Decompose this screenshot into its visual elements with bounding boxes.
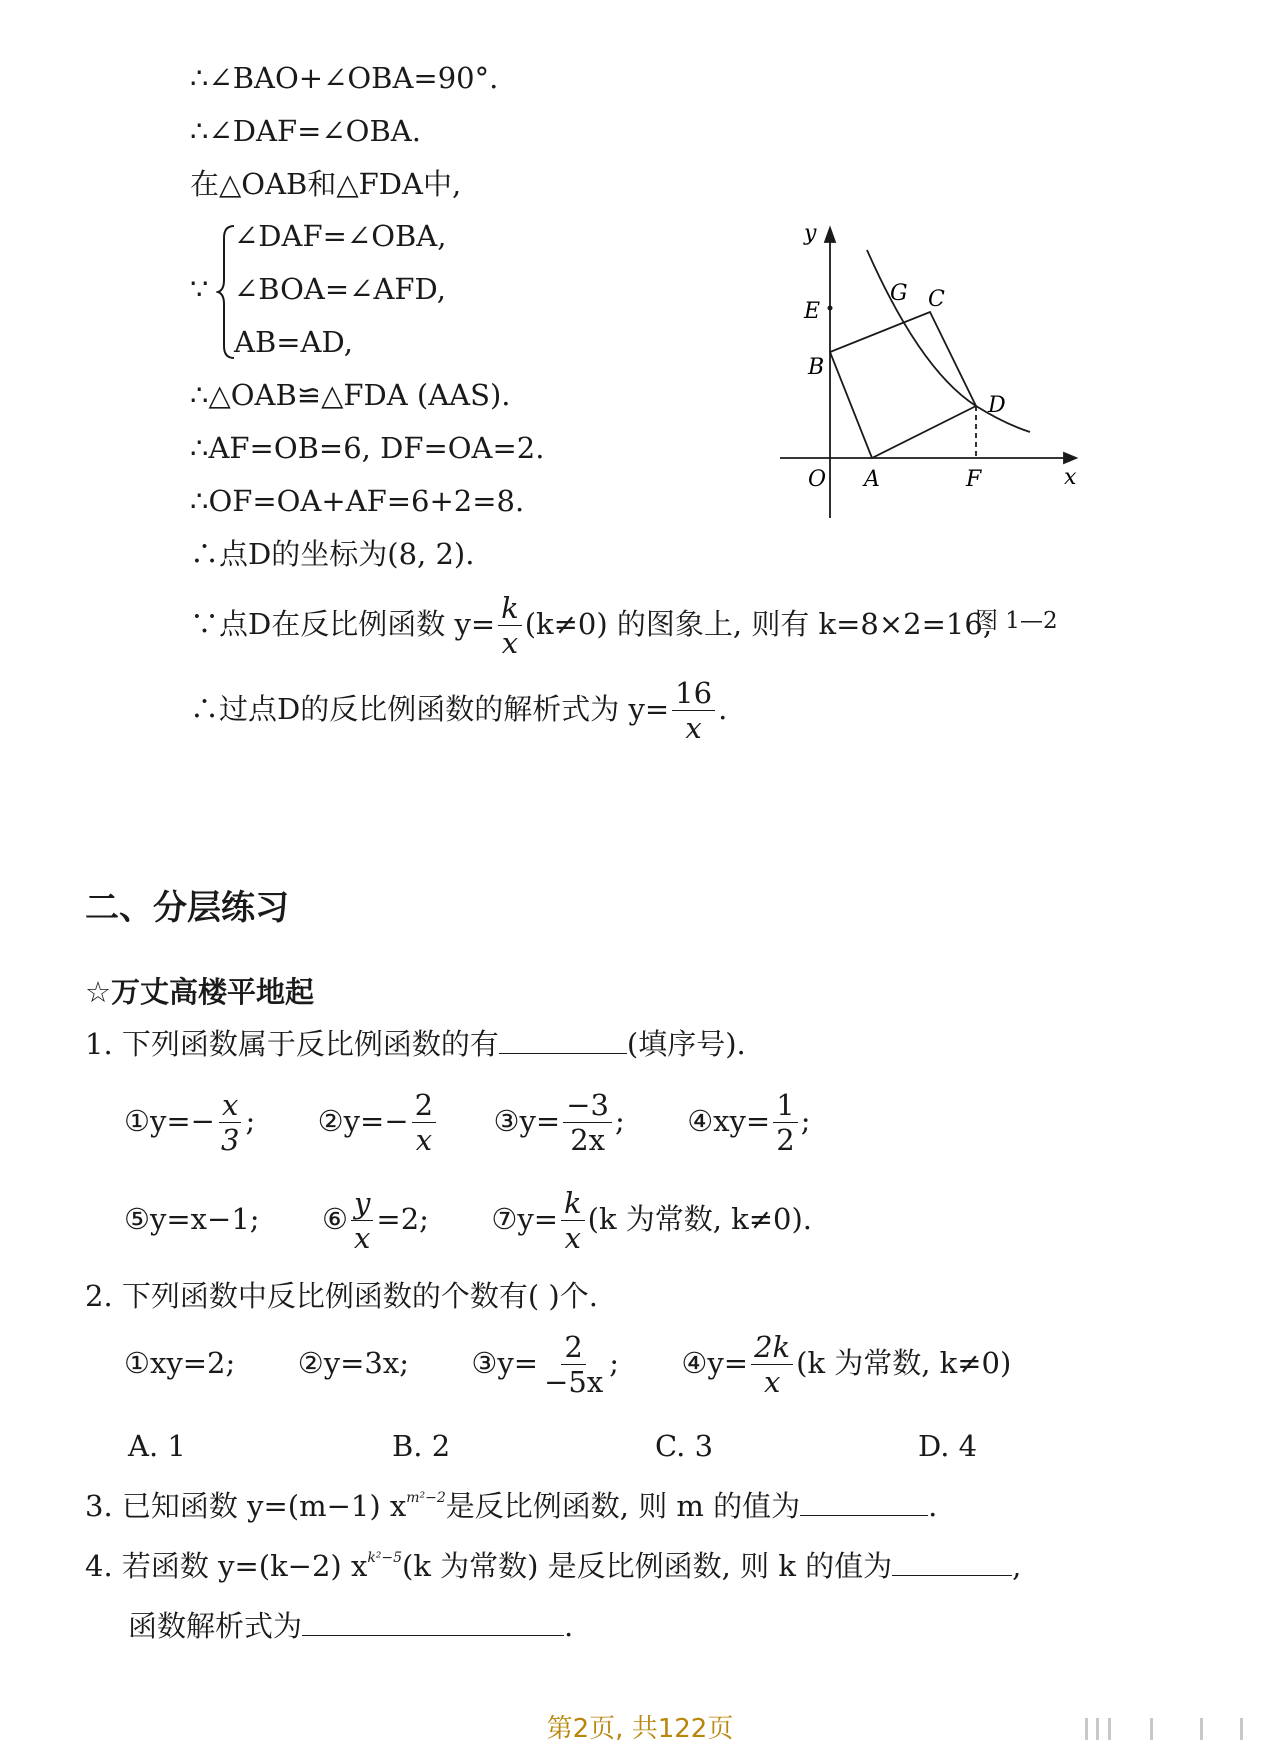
line9-post: . [718, 691, 728, 726]
fraction-numerator: 2 [412, 1090, 436, 1123]
fraction-denominator: x [685, 711, 702, 746]
condition-1: ∠DAF=∠OBA, [234, 219, 447, 253]
option-fraction [751, 1332, 793, 1398]
q4-expression-answer-blank[interactable] [302, 1634, 564, 1636]
scroll-indicator-icon [1085, 1718, 1088, 1740]
fraction-denominator: 2x [570, 1123, 605, 1158]
option-prefix: ④xy= [687, 1103, 771, 1138]
fraction-denominator: −5x [544, 1365, 604, 1400]
option-suffix: (k 为常数, k≠0). [587, 1201, 813, 1236]
q1-option-1 [124, 1088, 256, 1158]
label-o: O [808, 467, 827, 492]
q2-option-3 [471, 1330, 619, 1400]
q1-options-row-2 [124, 1188, 812, 1254]
fraction-numerator: 2 [561, 1332, 585, 1365]
option-prefix: ②y=− [317, 1103, 409, 1138]
fraction-k-over-x [498, 593, 522, 659]
option-fraction [563, 1090, 612, 1156]
point-e [828, 306, 833, 311]
q1-option-5: ⑤y=x−1; [124, 1201, 260, 1236]
fraction-numerator: 2k [751, 1332, 793, 1365]
solution-line-5: ∴AF=OB=6, DF=OA=2. [190, 431, 545, 465]
option-fraction [773, 1090, 797, 1156]
line9-pre: ∴过点D的反比例函数的解析式为 y= [190, 691, 670, 726]
y-axis-arrow-icon [825, 228, 835, 242]
q1-options-row-1 [124, 1090, 810, 1156]
question-4-line-2 [128, 1609, 574, 1643]
fraction-numerator: y [351, 1188, 373, 1221]
option-suffix: (k 为常数, k≠0) [796, 1345, 1012, 1380]
question-3 [85, 1489, 938, 1523]
q3-end: . [928, 1489, 938, 1523]
q1-option-4 [687, 1088, 811, 1158]
solution-line-6: ∴OF=OA+AF=6+2=8. [190, 484, 525, 518]
fraction-denominator: x [415, 1123, 433, 1158]
q1-text-post: (填序号). [626, 1027, 746, 1061]
option-suffix: ; [609, 1345, 619, 1380]
option-fraction [561, 1188, 585, 1254]
condition-3: AB=AD, [234, 325, 353, 359]
solution-line-2: ∴∠DAF=∠OBA. [190, 114, 421, 148]
option-prefix: ①y=− [124, 1103, 215, 1138]
fraction-numerator: −3 [563, 1090, 612, 1123]
q1-option-7 [491, 1186, 813, 1256]
scroll-indicator-icon [1096, 1718, 1099, 1740]
q1-answer-blank[interactable] [499, 1052, 627, 1054]
label-y: y [804, 221, 817, 246]
label-c: C [928, 287, 945, 312]
label-e: E [804, 299, 821, 324]
q1-option-3 [493, 1088, 625, 1158]
q2-option-1: ①xy=2; [124, 1345, 236, 1380]
option-prefix: ⑦y= [491, 1201, 559, 1236]
option-suffix: ; [614, 1103, 625, 1138]
label-a: A [864, 467, 880, 492]
option-prefix: ④y= [681, 1345, 749, 1380]
q3-exponent: m²−2 [406, 1490, 446, 1506]
scroll-indicator-icon [1150, 1718, 1153, 1740]
solution-line-4: ∴△OAB≌△FDA (AAS). [190, 378, 511, 412]
label-g: G [890, 281, 908, 306]
scroll-indicator-icon [1240, 1718, 1243, 1740]
fraction-denominator: x [501, 626, 519, 661]
option-suffix: =2; [376, 1201, 429, 1236]
q4-line2-text: 函数解析式为 [128, 1609, 303, 1643]
fraction-numerator: k [561, 1188, 585, 1221]
solution-line-8 [190, 593, 992, 659]
q1-option-6 [322, 1186, 429, 1256]
q3-text: 3. 已知函数 y=(m−1) x [85, 1489, 407, 1523]
option-fraction [351, 1188, 373, 1254]
q4-end: , [1012, 1549, 1022, 1583]
because-symbol: ∵ [190, 272, 209, 306]
subsection-title: ☆万丈高楼平地起 [85, 975, 314, 1009]
question-1 [85, 1027, 746, 1061]
q2-options [124, 1332, 1011, 1398]
option-prefix: ⑥ [322, 1201, 348, 1236]
q2-choice-d[interactable]: D. 4 [918, 1429, 978, 1463]
label-f: F [966, 467, 982, 492]
scroll-indicator-icon [1200, 1718, 1203, 1740]
solution-line-9 [190, 678, 727, 744]
fraction-denominator: 3 [220, 1123, 240, 1158]
q3-answer-blank[interactable] [800, 1514, 928, 1516]
option-fraction [541, 1332, 606, 1398]
q4-text-post: (k 为常数) 是反比例函数, 则 k 的值为 [402, 1549, 893, 1583]
question-4 [85, 1549, 1022, 1583]
section-title: 二、分层练习 [85, 888, 289, 928]
fraction-denominator: x [564, 1221, 582, 1256]
q2-choice-b[interactable]: B. 2 [392, 1429, 451, 1463]
fraction-denominator: 2 [776, 1123, 795, 1158]
line8-post: (k≠0) 的图象上, 则有 k=8×2=16, [524, 606, 993, 641]
option-prefix: ③y= [493, 1103, 561, 1138]
q4-exponent: k²−5 [367, 1550, 403, 1566]
fraction-numerator: 16 [672, 678, 715, 711]
square-abcd [830, 312, 976, 458]
q2-option-4 [681, 1330, 1012, 1400]
fraction-denominator: x [763, 1365, 781, 1400]
question-2: 2. 下列函数中反比例函数的个数有( )个. [85, 1279, 598, 1313]
label-b: B [808, 355, 825, 380]
fraction-numerator: 1 [773, 1090, 797, 1123]
label-d: D [988, 393, 1006, 418]
q2-choice-a[interactable]: A. 1 [128, 1429, 186, 1463]
fraction-denominator: x [354, 1221, 371, 1256]
fraction-16-over-x [672, 678, 715, 744]
q4-k-answer-blank[interactable] [892, 1574, 1012, 1576]
figure-1-2 [780, 220, 1120, 550]
option-fraction [412, 1090, 436, 1156]
option-prefix: ③y= [471, 1345, 539, 1380]
solution-line-3: 在△OAB和△FDA中, [190, 167, 462, 201]
figure-caption: 图 1—2 [975, 608, 1058, 634]
q4-line2-end: . [564, 1609, 574, 1643]
option-fraction [218, 1090, 242, 1156]
fraction-numerator: k [498, 593, 522, 626]
q2-choice-c[interactable]: C. 3 [655, 1429, 714, 1463]
label-x: x [1064, 465, 1077, 490]
x-axis-arrow-icon [1064, 453, 1076, 463]
q3-text-post: 是反比例函数, 则 m 的值为 [445, 1489, 801, 1523]
line8-pre: ∵点D在反比例函数 y= [190, 606, 496, 641]
page-indicator: 第2页, 共122页 [546, 1714, 734, 1744]
option-suffix: ; [245, 1103, 256, 1138]
solution-line-7: ∴点D的坐标为(8, 2). [190, 537, 475, 571]
fraction-numerator: x [219, 1090, 241, 1123]
option-suffix: ; [800, 1103, 811, 1138]
condition-2: ∠BOA=∠AFD, [234, 272, 446, 306]
q1-option-2 [317, 1088, 439, 1158]
solution-line-1: ∴∠BAO+∠OBA=90°. [190, 61, 499, 95]
q4-text: 4. 若函数 y=(k−2) x [85, 1549, 368, 1583]
q2-option-2: ②y=3x; [297, 1345, 409, 1380]
scroll-indicator-icon [1108, 1718, 1111, 1740]
q1-text: 1. 下列函数属于反比例函数的有 [85, 1027, 499, 1061]
